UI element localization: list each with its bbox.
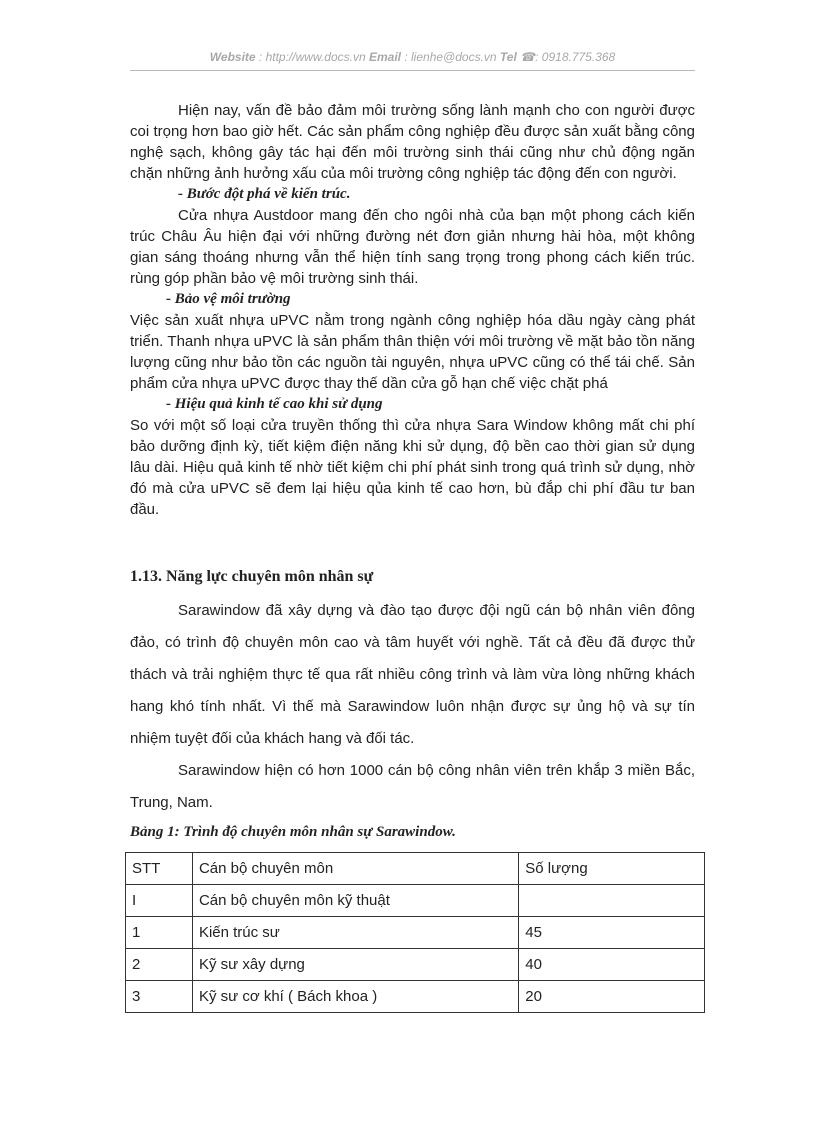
phone-icon: ☎ (520, 50, 536, 64)
table-cell: Kỹ sư xây dựng (192, 949, 518, 981)
heading-architecture: - Bước đột phá về kiến trúc. (178, 186, 351, 202)
table-cell: I (126, 885, 193, 917)
table-cell: 3 (126, 981, 193, 1013)
table-cell: 45 (519, 917, 705, 949)
staff-table (125, 852, 705, 1013)
tel-label: Tel (499, 50, 517, 64)
intro-paragraph-4: So với một số loại cửa truyền thống thì cửa nhựa Sara Window không mất chi phí bảo dưỡng định kỳ, tiết kiệm điện năng khi sử dụng, độ bền cao thời gian sử dụng lâu dài. Hiệu quả kinh tế nhờ tiết kiệm chi phí phát sinh trong quá trình sử dụng, nhờ đó mà cửa uPVC sẽ đem lại hiệu qủa kinh tế cao hơn, bù đắp chi phí đầu tư ban đầu. (130, 417, 695, 518)
intro-paragraph-3: Việc sản xuất nhựa uPVC nằm trong ngành công nghiệp hóa dầu ngày càng phát triển. Thanh nhựa uPVC là sản phẩm thân thiện với môi trường về mặt bảo tồn năng lượng cũng như bảo tồn các nguồn tài nguyên, nhựa uPVC cũng có thể tái chế. Sản phẩm cửa nhựa uPVC được thay thế dần cửa gỗ hạn chế việc chặt phá (130, 312, 695, 392)
intro-paragraph-1: Hiện nay, vấn đề bảo đảm môi trường sống lành mạnh cho con người được coi trọng hơn bao giờ hết. Các sản phẩm công nghiệp đều được sản xuất bằng công nghệ sạch, không gây tác hại đến môi trường sinh thái cũng như chủ động ngăn chặn những ảnh hưởng xấu của môi trường công nghiệp tác động đến con người. (130, 102, 695, 182)
page-header (130, 50, 695, 71)
table-cell (519, 885, 705, 917)
header-quantity: Số lượng (519, 853, 705, 885)
table-row (126, 981, 705, 1013)
table-cell: 20 (519, 981, 705, 1013)
table-header-row (126, 853, 705, 885)
table-cell: Kỹ sư cơ khí ( Bách khoa ) (192, 981, 518, 1013)
email-value: : lienhe@docs.vn (404, 50, 497, 64)
website-label: Website (209, 50, 256, 64)
table-cell: Kiến trúc sư (192, 917, 518, 949)
section-title: 1.13. Năng lực chuyên môn nhân sự (130, 568, 374, 585)
heading-environment: - Bảo vệ môi trường (166, 291, 291, 307)
website-value: : http://www.docs.vn (258, 50, 366, 64)
table-cell: 40 (519, 949, 705, 981)
table-caption: Bảng 1: Trình độ chuyên môn nhân sự Sarawindow. (130, 824, 456, 840)
header-staff: Cán bộ chuyên môn (192, 853, 518, 885)
table-row (126, 949, 705, 981)
table-cell: 1 (126, 917, 193, 949)
heading-economic: - Hiệu quả kinh tế cao khi sử dụng (166, 396, 383, 412)
intro-paragraph-2: Cửa nhựa Austdoor mang đến cho ngôi nhà của bạn một phong cách kiến trúc Châu Âu hiện đại với những đường nét đơn giản nhưng hài hòa, một không gian sáng thoáng nhưng vẫn thể hiện tính sang trọng trong phong cách kiến trúc. rùng góp phần bảo vệ môi trường sinh thái. (130, 207, 695, 287)
table-row (126, 917, 705, 949)
section-body (130, 595, 695, 819)
table-row (126, 885, 705, 917)
table-cell: Cán bộ chuyên môn kỹ thuật (192, 885, 518, 917)
table-cell: 2 (126, 949, 193, 981)
tel-value: : 0918.775.368 (535, 50, 616, 64)
intro-block (130, 100, 695, 520)
section-paragraph-2: Sarawindow hiện có hơn 1000 cán bộ công nhân viên trên khắp 3 miền Bắc, Trung, Nam. (130, 762, 695, 811)
email-label: Email (368, 50, 401, 64)
header-stt: STT (126, 853, 193, 885)
section-paragraph-1: Sarawindow đã xây dựng và đào tạo được đội ngũ cán bộ nhân viên đông đảo, có trình độ chuyên môn cao và tâm huyết với nghề. Tất cả đều đã được thử thách và trải nghiệm thực tế qua rất nhiều công trình và làm vừa lòng những khách hang khó tính nhất. Vì thế mà Sarawindow luôn nhận được sự ủng hộ và sự tín nhiệm tuyệt đối của khách hang và đối tác. (130, 602, 695, 747)
